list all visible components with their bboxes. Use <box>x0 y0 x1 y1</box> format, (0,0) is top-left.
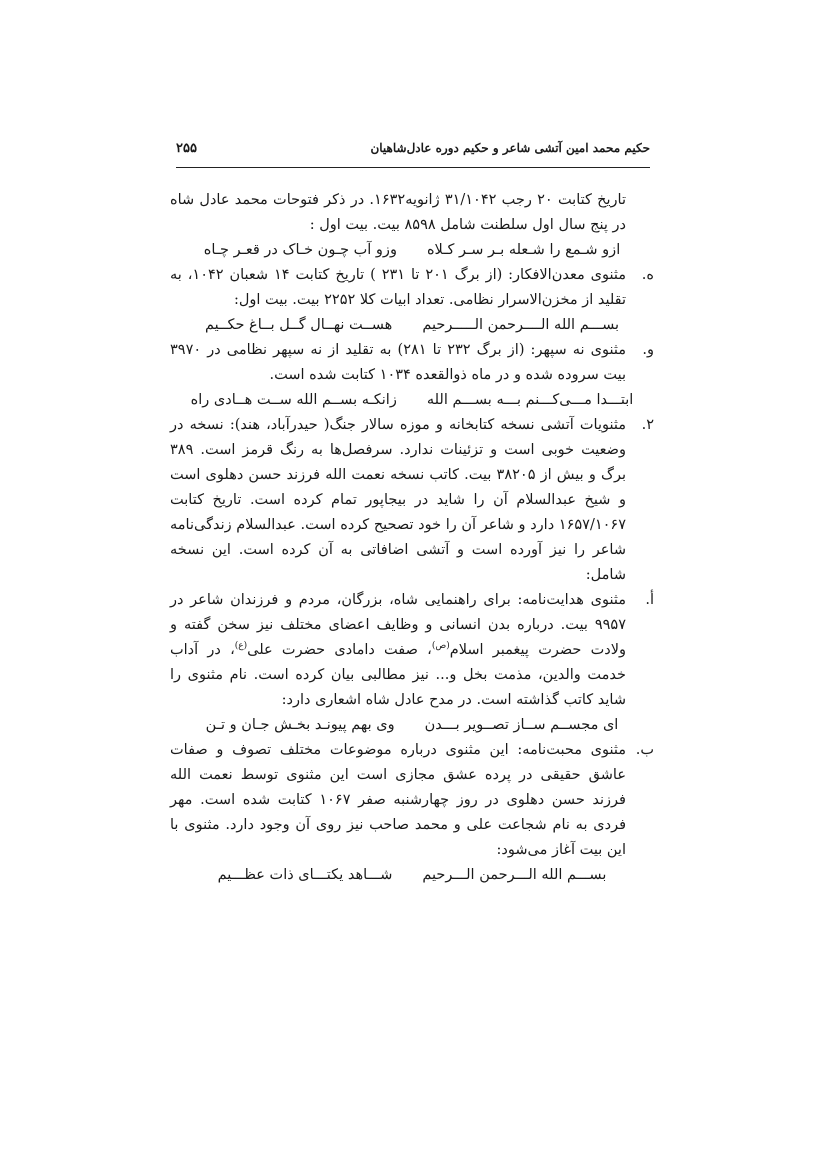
honorific-superscript: (ع) <box>234 641 248 652</box>
verse-hemistich-1: بســـم الله الــــرحمن الـــــرحیم <box>422 317 620 333</box>
header-divider <box>176 167 650 168</box>
verse-hemistich-1: ای مجســم ســاز تصــویر بـــدن <box>424 717 619 733</box>
text-part: ، در آداب خدمت والدین، مذمت بخل و... نیز مطالبی بیان کرده است. نام مثنوی را شاید کاتب گذاشته است. در مدح عادل شاه اشعاری دارد: <box>170 642 626 708</box>
paragraph-text: تاریخ کتابت ۲۰ رجب ۳۱/۱۰۴۲ ژانویه۱۶۳۲. در ذکر فتوحات محمد عادل شاه در پنج سال اول سلطنت شامل ۸۵۹۸ بیت. بیت اول : <box>170 192 627 233</box>
paragraph-text: مثنویات آتشی نسخه کتابخانه و موزه سالار جنگ( حیدرآباد، هند): نسخه در وضعیت خوبی است و تزئینات ندارد. سرفصل‌ها به رنگ قرمز است. ۳۸۹ برگ و بیش از ۳۸۲۰۵ بیت. کاتب نسخه نعمت الله فرزند حسن دهلوی است و شیخ عبدالسلام آن را شاید در بیجاپور تمام کرده است. تاریخ کتابت ۱۶۵۷/۱۰۶۷ دارد و شاعر آن را خود تصحیح کرده است. عبدالسلام زندگی‌نامه شاعر را نیز آورده است و آتشی اضافاتی به آن کرده است. این نسخه شامل: <box>170 417 626 583</box>
running-title: حکیم محمد امین آتشی شاعر و حکیم دوره عادل‌شاهیان <box>370 141 650 155</box>
paragraph-text: مثنوی نه سپهر: (از برگ ۲۳۲ تا ۲۸۱) به تقلید از نه سپهر نظامی در ۳۹۷۰ بیت سروده شده و در ماه ذوالقعده ۱۰۳۴ کتابت شده است. <box>170 342 626 383</box>
verse-hemistich-1: بســـم الله الـــرحمن الـــرحیم <box>422 867 607 883</box>
verse <box>170 713 654 737</box>
list-marker: أ. <box>645 592 654 608</box>
verse-hemistich-2: زانکـه بســم الله ســت هــادی راه <box>190 392 397 408</box>
list-item-2 <box>170 413 654 588</box>
text-part: مثنوی هدایت‌نامه: برای راهنمایی شاه، بزرگان، مردم و فرزندان شاعر در ۹۹۵۷ بیت. درباره بدن انسانی و وظایف اعضای مختلف نیز سخن گفته و ولادت حضرت پیغمبر اسلام <box>170 592 626 658</box>
list-marker: ب. <box>635 742 654 758</box>
list-item-a <box>170 588 654 713</box>
verse <box>170 313 654 337</box>
verse <box>170 238 654 262</box>
list-item-h <box>170 263 654 313</box>
paragraph-text <box>170 588 626 713</box>
continuation-paragraph <box>170 188 654 238</box>
list-item-v <box>170 338 654 388</box>
verse-hemistich-1: ابتـــدا مـــی‌کـــنم بـــه بســـم الله <box>426 392 634 408</box>
list-item-b <box>170 738 654 863</box>
running-header <box>176 141 650 165</box>
verse-hemistich-2: وزو آب چـون خـاک در قعـر چـاه <box>203 242 397 258</box>
honorific-superscript: (ص) <box>431 641 450 652</box>
verse-hemistich-2: شـــاهد یکتـــای ذات عظـــیم <box>217 867 393 883</box>
list-marker: ۲. <box>641 417 654 433</box>
list-marker: و. <box>642 342 654 358</box>
text-part: ، صفت دامادی حضرت علی <box>247 642 432 658</box>
verse <box>170 863 654 887</box>
paragraph-text: مثنوی معدن‌الافکار: (از برگ ۲۰۱ تا ۲۳۱ ) تاریخ کتابت ۱۴ شعبان ۱۰۴۲، به تقلید از مخزن‌الاسرار نظامی. تعداد ابیات کلا ۲۲۵۲ بیت. بیت اول: <box>170 267 627 308</box>
verse-hemistich-2: هســت نهــال گــل بــاغ حکــیم <box>204 317 393 333</box>
verse <box>170 388 654 412</box>
paragraph-text: مثنوی محبت‌نامه: این مثنوی درباره موضوعات مختلف تصوف و صفات عاشق حقیقی در پرده عشق مجازی است این مثنوی توسط نعمت الله فرزند حسن دهلوی در روز چهارشنبه صفر ۱۰۶۷ کتابت شده است. مهر فردی به نام شجاعت علی و محمد صاحب نیز روی آن وجود دارد. مثنوی با این بیت آغاز می‌شود: <box>170 742 626 858</box>
list-marker: ه. <box>641 267 654 283</box>
body-text <box>170 188 654 888</box>
verse-hemistich-2: وی بهم پیونـد بخـش جـان و تـن <box>205 717 395 733</box>
page-number: ۲۵۵ <box>176 141 197 156</box>
verse-hemistich-1: ازو شـمع را شـعله بـر سـر کـلاه <box>426 242 621 258</box>
